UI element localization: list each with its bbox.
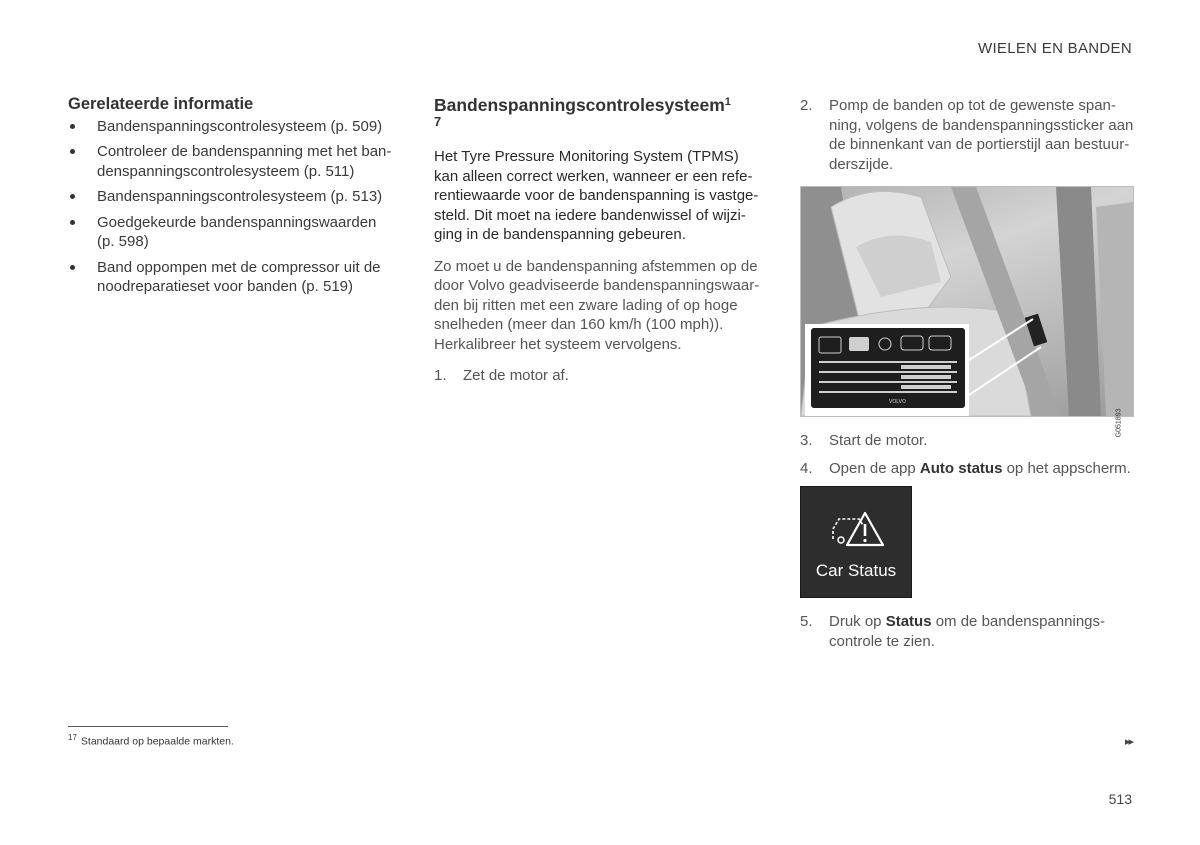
step-text-pre: Open de app (829, 459, 920, 477)
door-pillar-sticker-figure (800, 186, 1134, 437)
step-number: 2. (800, 97, 813, 114)
related-link[interactable]: Bandenspanningscontrolesysteem (p. 513) (68, 187, 398, 207)
step-text-post: om de bandenspanningscontrole te zien. (829, 613, 1106, 650)
footnote-text: Standaard op bepaalde markten. (80, 735, 234, 748)
section-title-sup: 1 (724, 96, 731, 108)
section-title (434, 95, 764, 115)
related-info-column (68, 95, 398, 303)
footnote-divider (68, 726, 228, 727)
steps-list-end (800, 612, 1134, 651)
step-item (800, 96, 1134, 174)
step-text: Pomp de banden op tot de gewenste spanning, volgens de bandenspanningssticker aan de binnenkant van de portierstijl aan bestuurderszijde. (829, 97, 1134, 173)
app-tile-label: Car Status (815, 561, 897, 580)
related-link[interactable]: Controleer de bandenspanning met het bandenspanningscontrolesysteem (p. 511) (68, 142, 398, 181)
next-page-icon[interactable]: ▸▸ (1124, 736, 1132, 748)
right-column (800, 96, 1134, 659)
step-number: 3. (800, 432, 813, 449)
section-title-text: Bandenspanningscontrolesysteem (434, 95, 725, 115)
step-text-pre: Druk op (829, 613, 886, 630)
section-title-footnote-ref: 7 (434, 114, 442, 129)
step-item (800, 459, 1134, 479)
main-column (434, 95, 764, 394)
step-item (434, 366, 764, 386)
sticker-brand: VOLVO (889, 399, 906, 405)
step-item (800, 612, 1134, 651)
related-link[interactable]: Band oppompen met de compressor uit de noodreparatieset voor banden (p. 519) (68, 258, 398, 297)
related-info-list (68, 117, 398, 297)
figure-code: G051893 (1115, 408, 1123, 437)
related-link[interactable]: Bandenspanningscontrolesysteem (p. 509) (68, 117, 398, 137)
related-info-heading: Gerelateerde informatie (68, 95, 254, 113)
app-name-auto-status: Auto status (919, 459, 1003, 477)
steps-list-more (800, 431, 1134, 478)
section-header: WIELEN EN BANDEN (978, 40, 1132, 57)
page-number: 513 (1108, 791, 1132, 807)
step-text: Zet de motor af. (463, 367, 569, 384)
step-number: 5. (800, 613, 813, 630)
car-warning-icon (829, 509, 885, 549)
intro-paragraph: Het Tyre Pressure Monitoring System (TPMS) kan alleen correct werken, wanneer er een referentiewaarde voor de bandenspanning is vastgesteld. Dit moet na iedere bandenwissel of wijziging in de bandenspanning gebeuren. (434, 148, 759, 243)
status-button-name: Status (885, 613, 932, 630)
steps-list-start (434, 366, 764, 386)
footnote (68, 733, 234, 748)
footnote-marker: 17 (68, 733, 77, 742)
related-link[interactable]: Goedgekeurde bandenspanningswaarden (p. 598) (68, 213, 398, 252)
step-text: Start de motor. (829, 432, 928, 449)
step-number: 1. (434, 367, 447, 384)
car-interior-illustration (801, 187, 1133, 416)
step-number: 4. (800, 459, 813, 477)
steps-list-continued (800, 96, 1134, 174)
body-paragraph: Zo moet u de bandenspanning afstemmen op de door Volvo geadviseerde bandenspanningswaarden bij ritten met een zware lading of op hoge snelheden (meer dan 160 km/h (100 mph)). Herkalibreer het systeem vervolgens. (434, 257, 760, 353)
step-text-post: op het appscherm. (1002, 459, 1131, 477)
step-item (800, 431, 1134, 451)
car-status-app-tile[interactable] (800, 486, 912, 598)
